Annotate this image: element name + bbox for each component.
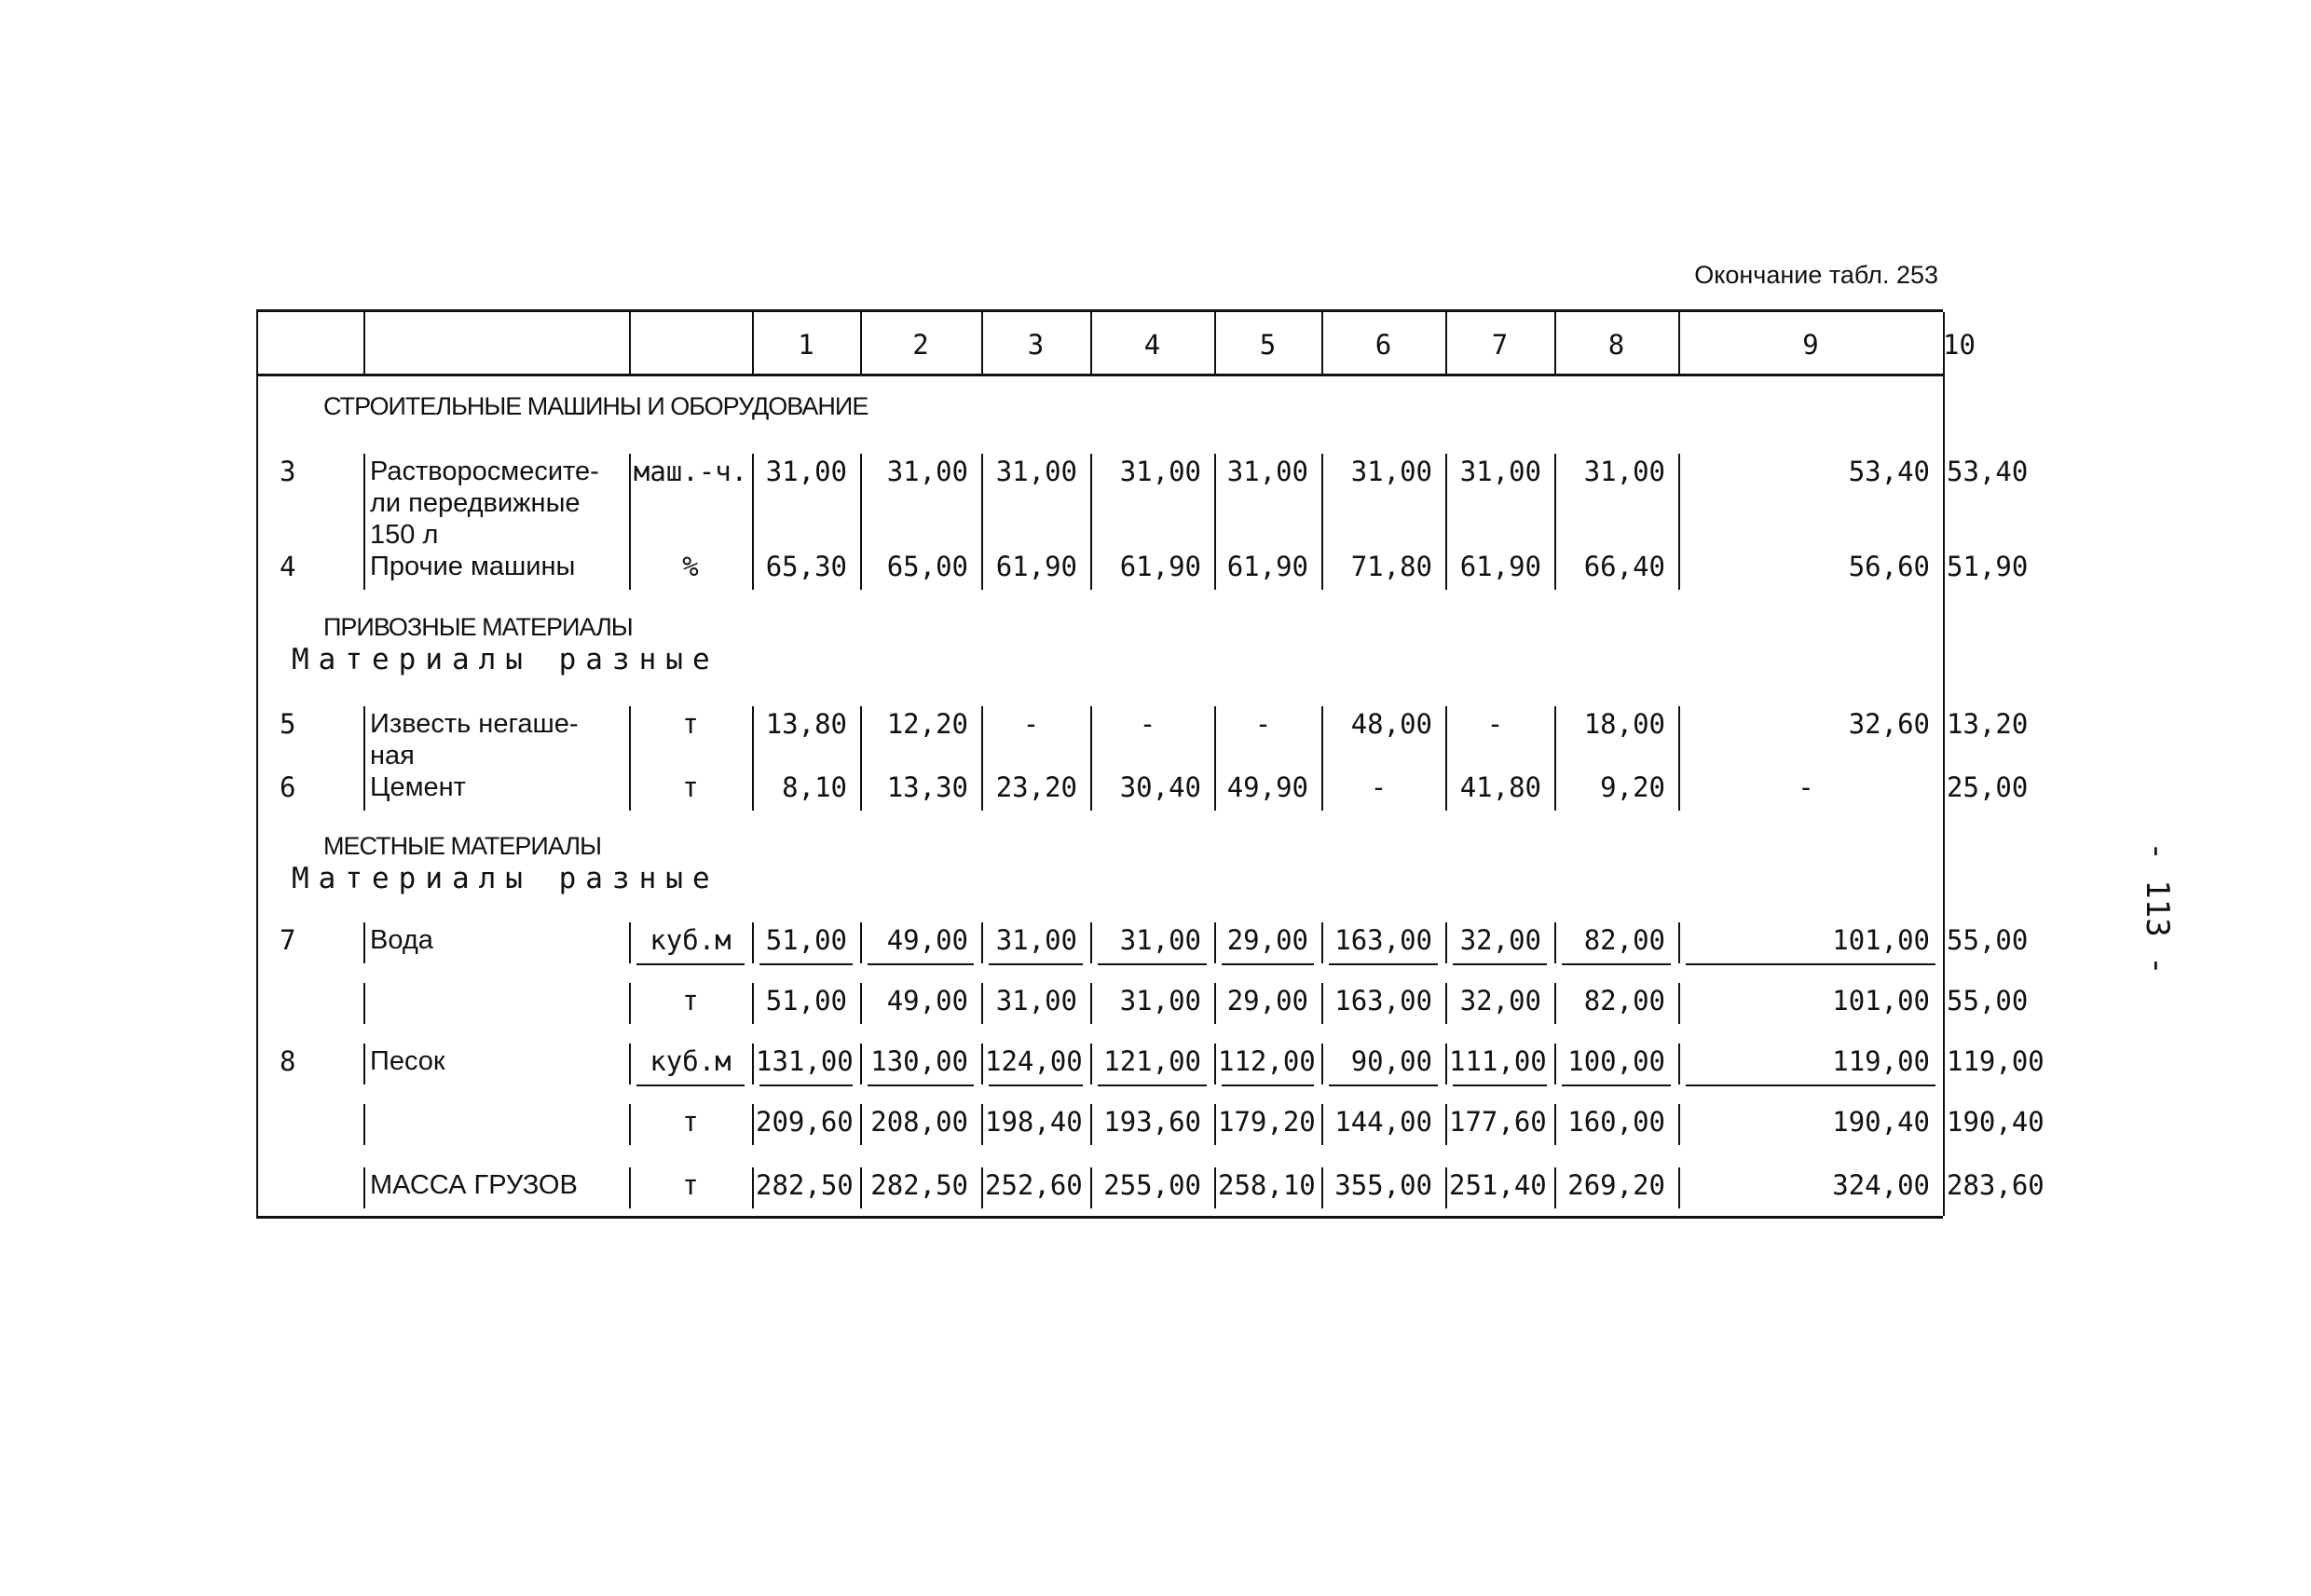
row-column-divider: [1678, 922, 1680, 963]
row-column-divider: [363, 1044, 365, 1084]
row-column-divider: [752, 1167, 754, 1208]
row-column-divider: [1321, 983, 1323, 1024]
row-column-divider: [752, 922, 754, 963]
table-border-left: [256, 312, 258, 1216]
row-number: 7: [280, 924, 296, 956]
row-column-divider: [1090, 770, 1092, 811]
header-column-divider: [1090, 312, 1092, 374]
row-column-divider: [860, 770, 862, 811]
row-name-line: Вода: [370, 925, 433, 955]
column-number-header: 4: [1143, 329, 1161, 361]
value-underline: [1686, 1084, 1935, 1086]
value-underline: [1329, 963, 1438, 965]
value-underline: [868, 1084, 974, 1086]
value-cell: 31,00: [1119, 456, 1201, 487]
value-cell: 55,00: [1947, 985, 2029, 1016]
section-imported: ПРИВОЗНЫЕ МАТЕРИАЛЫ: [323, 613, 633, 641]
column-number-header: 3: [1027, 329, 1045, 361]
row-column-divider: [363, 706, 365, 779]
value-cell: 61,90: [1119, 551, 1201, 582]
value-underline: [1453, 1084, 1547, 1086]
row-column-divider: [1445, 454, 1447, 558]
row-column-divider: [1445, 1044, 1447, 1084]
row-name-line: Цемент: [370, 772, 466, 802]
row-name-line: ная: [370, 741, 415, 771]
value-cell: 82,00: [1583, 985, 1665, 1016]
row-column-divider: [1090, 922, 1092, 963]
value-cell: 61,90: [1226, 551, 1308, 582]
row-column-divider: [363, 922, 365, 963]
value-cell: 13,80: [765, 708, 847, 740]
row-unit: т: [682, 771, 699, 803]
row-number: 3: [280, 456, 296, 487]
row-column-divider: [981, 454, 983, 558]
row-column-divider: [1090, 706, 1092, 779]
row-column-divider: [629, 770, 631, 811]
value-cell: 29,00: [1226, 924, 1308, 956]
row-column-divider: [1214, 454, 1216, 558]
row-unit: маш.-ч.: [633, 456, 748, 487]
value-cell: 31,00: [1459, 456, 1541, 487]
value-cell: 31,00: [765, 456, 847, 487]
value-cell: 29,00: [1226, 985, 1308, 1016]
value-cell: 51,90: [1947, 551, 2029, 582]
value-cell: 193,60: [1103, 1106, 1201, 1138]
value-cell: 31,00: [1583, 456, 1665, 487]
column-number-header: 10: [1943, 329, 1976, 361]
value-cell: 112,00: [1218, 1045, 1316, 1077]
row-column-divider: [860, 706, 862, 779]
row-column-divider: [629, 1167, 631, 1208]
row-column-divider: [1678, 706, 1680, 779]
row-column-divider: [1321, 770, 1323, 811]
unit-underline: [636, 1084, 745, 1086]
row-column-divider: [1445, 983, 1447, 1024]
row-column-divider: [1678, 1104, 1680, 1145]
value-cell: 56,60: [1848, 551, 1930, 582]
value-cell: 31,00: [1226, 456, 1308, 487]
data-table: [256, 309, 2044, 1219]
value-cell: 61,90: [995, 551, 1077, 582]
row-number: 6: [280, 771, 296, 803]
column-number-header: 2: [912, 329, 929, 361]
value-cell: -: [1254, 708, 1272, 740]
value-cell: 144,00: [1334, 1106, 1432, 1138]
row-number: 5: [280, 708, 296, 740]
row-name-line: Песок: [370, 1046, 445, 1076]
row-column-divider: [1321, 549, 1323, 590]
value-cell: 49,00: [886, 985, 968, 1016]
row-column-divider: [981, 983, 983, 1024]
header-column-divider: [1678, 312, 1680, 374]
row-unit: куб.м: [650, 1045, 732, 1077]
row-column-divider: [860, 922, 862, 963]
row-unit: %: [682, 551, 699, 582]
row-column-divider: [752, 983, 754, 1024]
column-number-header: 5: [1259, 329, 1277, 361]
row-column-divider: [1214, 549, 1216, 590]
row-column-divider: [1214, 983, 1216, 1024]
value-cell: 101,00: [1832, 985, 1930, 1016]
value-cell: 283,60: [1947, 1169, 2044, 1201]
value-underline: [989, 963, 1083, 965]
row-column-divider: [1554, 922, 1556, 963]
value-underline: [1562, 963, 1671, 965]
header-column-divider: [1321, 312, 1323, 374]
value-cell: 71,80: [1350, 551, 1432, 582]
unit-underline: [636, 963, 745, 965]
column-number-header: 7: [1491, 329, 1509, 361]
row-column-divider: [1090, 983, 1092, 1024]
row-name: [370, 771, 466, 803]
value-underline: [759, 1084, 853, 1086]
value-cell: -: [1370, 771, 1388, 803]
section-local: МЕСТНЫЕ МАТЕРИАЛЫ: [323, 832, 602, 860]
column-number-header: 9: [1802, 329, 1819, 361]
value-cell: 251,40: [1449, 1169, 1547, 1201]
value-cell: 23,20: [995, 771, 1077, 803]
value-underline: [1686, 963, 1935, 965]
header-column-divider: [752, 312, 754, 374]
row-column-divider: [629, 1044, 631, 1084]
value-cell: -: [1486, 708, 1504, 740]
value-cell: 255,00: [1103, 1169, 1201, 1201]
value-cell: 124,00: [985, 1045, 1083, 1077]
value-cell: 111,00: [1449, 1045, 1547, 1077]
row-column-divider: [752, 1044, 754, 1084]
row-column-divider: [1214, 770, 1216, 811]
row-column-divider: [860, 1167, 862, 1208]
row-name-line: Растворосмесите-: [370, 457, 599, 486]
value-cell: 258,10: [1218, 1169, 1316, 1201]
row-column-divider: [860, 1044, 862, 1084]
row-column-divider: [1554, 706, 1556, 779]
section-machines: СТРОИТЕЛЬНЫЕ МАШИНЫ И ОБОРУДОВАНИЕ: [323, 392, 868, 420]
row-name-line: 150 л: [370, 520, 439, 550]
value-cell: 355,00: [1334, 1169, 1432, 1201]
row-column-divider: [1321, 1044, 1323, 1084]
value-cell: 32,60: [1848, 708, 1930, 740]
row-column-divider: [629, 922, 631, 963]
header-column-divider: [1445, 312, 1447, 374]
row-column-divider: [981, 1104, 983, 1145]
table-border-right: [1943, 312, 1945, 1216]
value-cell: 177,60: [1449, 1106, 1547, 1138]
row-column-divider: [629, 549, 631, 590]
row-column-divider: [981, 706, 983, 779]
row-column-divider: [1090, 549, 1092, 590]
row-column-divider: [1321, 922, 1323, 963]
header-column-divider: [981, 312, 983, 374]
row-column-divider: [1321, 1167, 1323, 1208]
header-separator: [256, 374, 1943, 376]
value-underline: [759, 963, 853, 965]
value-cell: 48,00: [1350, 708, 1432, 740]
row-column-divider: [860, 454, 862, 558]
row-column-divider: [1445, 1167, 1447, 1208]
value-cell: 208,00: [870, 1106, 968, 1138]
row-column-divider: [1554, 983, 1556, 1024]
row-column-divider: [1214, 1104, 1216, 1145]
value-cell: 32,00: [1459, 924, 1541, 956]
value-cell: 269,20: [1567, 1169, 1665, 1201]
value-underline: [1098, 963, 1207, 965]
value-cell: 31,00: [1119, 985, 1201, 1016]
row-column-divider: [363, 454, 365, 558]
row-column-divider: [1554, 770, 1556, 811]
value-cell: 101,00: [1832, 924, 1930, 956]
row-number: 8: [280, 1045, 296, 1077]
value-cell: 282,50: [870, 1169, 968, 1201]
row-name-line: ли передвижные: [370, 488, 581, 518]
value-cell: 82,00: [1583, 924, 1665, 956]
header-column-divider: [629, 312, 631, 374]
row-column-divider: [1090, 1044, 1092, 1084]
row-name: [370, 708, 579, 771]
value-cell: -: [1798, 771, 1814, 803]
row-column-divider: [1214, 1044, 1216, 1084]
row-name-line: МАССА ГРУЗОВ: [370, 1170, 578, 1200]
value-cell: 30,40: [1119, 771, 1201, 803]
row-column-divider: [981, 549, 983, 590]
row-column-divider: [1554, 549, 1556, 590]
row-column-divider: [629, 1104, 631, 1145]
value-cell: 51,00: [765, 985, 847, 1016]
header-column-divider: [860, 312, 862, 374]
row-unit: т: [682, 708, 699, 740]
row-unit: т: [682, 1106, 699, 1138]
row-column-divider: [1678, 454, 1680, 558]
page-number-text: - 113 -: [2139, 841, 2176, 975]
row-column-divider: [363, 1104, 365, 1145]
header-column-divider: [1214, 312, 1216, 374]
value-cell: 163,00: [1334, 924, 1432, 956]
row-name: [370, 924, 433, 956]
row-column-divider: [363, 1167, 365, 1208]
row-column-divider: [1090, 1104, 1092, 1145]
row-column-divider: [860, 549, 862, 590]
row-column-divider: [1321, 706, 1323, 779]
row-column-divider: [1678, 549, 1680, 590]
value-cell: 51,00: [765, 924, 847, 956]
value-cell: 53,40: [1848, 456, 1930, 487]
row-column-divider: [1214, 706, 1216, 779]
row-column-divider: [1445, 549, 1447, 590]
row-column-divider: [1321, 1104, 1323, 1145]
row-column-divider: [752, 1104, 754, 1145]
value-cell: 198,40: [985, 1106, 1083, 1138]
value-cell: 190,40: [1947, 1106, 2044, 1138]
value-cell: 9,20: [1600, 771, 1665, 803]
row-column-divider: [860, 983, 862, 1024]
row-column-divider: [1554, 454, 1556, 558]
row-number: 4: [280, 551, 296, 582]
value-cell: 31,00: [886, 456, 968, 487]
value-cell: 252,60: [985, 1169, 1083, 1201]
value-underline: [1222, 1084, 1314, 1086]
row-unit: куб.м: [650, 924, 732, 956]
row-column-divider: [363, 549, 365, 590]
value-cell: 31,00: [995, 924, 1077, 956]
row-column-divider: [1678, 1167, 1680, 1208]
row-column-divider: [752, 706, 754, 779]
row-column-divider: [1678, 1044, 1680, 1084]
row-unit: т: [682, 1169, 699, 1201]
value-cell: 31,00: [1119, 924, 1201, 956]
value-cell: 130,00: [870, 1045, 968, 1077]
value-cell: 163,00: [1334, 985, 1432, 1016]
value-cell: 100,00: [1567, 1045, 1665, 1077]
value-cell: 209,60: [756, 1106, 854, 1138]
header-column-divider: [1554, 312, 1556, 374]
value-cell: 190,40: [1832, 1106, 1930, 1138]
value-cell: 31,00: [995, 456, 1077, 487]
value-cell: 13,30: [886, 771, 968, 803]
row-unit: т: [682, 985, 699, 1016]
row-column-divider: [981, 1167, 983, 1208]
row-column-divider: [1554, 1167, 1556, 1208]
column-number-header: 6: [1374, 329, 1392, 361]
row-name-line: Известь негаше-: [370, 709, 579, 739]
value-cell: 179,20: [1218, 1106, 1316, 1138]
page-number: [2115, 811, 2199, 975]
row-column-divider: [1321, 454, 1323, 558]
value-underline: [1562, 1084, 1671, 1086]
value-cell: -: [1022, 708, 1040, 740]
row-column-divider: [1678, 770, 1680, 811]
column-number-header: 1: [798, 329, 814, 361]
row-column-divider: [752, 549, 754, 590]
value-cell: 160,00: [1567, 1106, 1665, 1138]
value-cell: 53,40: [1947, 456, 2029, 487]
row-column-divider: [1554, 1044, 1556, 1084]
value-underline: [1453, 963, 1547, 965]
value-cell: 119,00: [1947, 1045, 2044, 1077]
header-column-divider: [363, 312, 365, 374]
row-column-divider: [1678, 983, 1680, 1024]
value-underline: [989, 1084, 1083, 1086]
row-name-line: Прочие машины: [370, 552, 576, 581]
row-column-divider: [1090, 1167, 1092, 1208]
row-column-divider: [1445, 922, 1447, 963]
subsection-imported: Материалы разные: [292, 643, 719, 676]
column-number-header: 8: [1607, 329, 1625, 361]
row-column-divider: [981, 770, 983, 811]
subsection-local: Материалы разные: [292, 862, 719, 895]
row-column-divider: [1214, 922, 1216, 963]
value-cell: 90,00: [1350, 1045, 1432, 1077]
value-cell: 49,90: [1226, 771, 1308, 803]
value-cell: 12,20: [886, 708, 968, 740]
value-cell: 131,00: [756, 1045, 854, 1077]
value-cell: 55,00: [1947, 924, 2029, 956]
row-name: [370, 1045, 445, 1077]
value-underline: [868, 963, 974, 965]
row-column-divider: [363, 770, 365, 811]
row-column-divider: [629, 983, 631, 1024]
value-underline: [1098, 1084, 1207, 1086]
value-cell: 13,20: [1947, 708, 2029, 740]
value-cell: 282,50: [756, 1169, 854, 1201]
row-column-divider: [1445, 770, 1447, 811]
value-cell: 32,00: [1459, 985, 1541, 1016]
row-column-divider: [1214, 1167, 1216, 1208]
row-column-divider: [1090, 454, 1092, 558]
row-column-divider: [752, 770, 754, 811]
row-column-divider: [629, 706, 631, 779]
value-cell: 65,30: [765, 551, 847, 582]
value-cell: 65,00: [886, 551, 968, 582]
value-cell: 119,00: [1832, 1045, 1930, 1077]
value-cell: 324,00: [1832, 1169, 1930, 1201]
value-cell: 25,00: [1947, 771, 2029, 803]
row-column-divider: [981, 922, 983, 963]
value-cell: -: [1139, 708, 1156, 740]
value-cell: 31,00: [995, 985, 1077, 1016]
row-column-divider: [860, 1104, 862, 1145]
value-cell: 8,10: [782, 771, 847, 803]
row-column-divider: [1445, 706, 1447, 779]
value-underline: [1222, 963, 1314, 965]
value-cell: 49,00: [886, 924, 968, 956]
row-column-divider: [363, 983, 365, 1024]
value-cell: 121,00: [1103, 1045, 1201, 1077]
value-cell: 18,00: [1583, 708, 1665, 740]
row-column-divider: [629, 454, 631, 558]
row-column-divider: [1554, 1104, 1556, 1145]
value-cell: 66,40: [1583, 551, 1665, 582]
row-column-divider: [981, 1044, 983, 1084]
row-column-divider: [752, 454, 754, 558]
value-cell: 31,00: [1350, 456, 1432, 487]
value-cell: 41,80: [1459, 771, 1541, 803]
row-name: [370, 456, 599, 551]
row-name: [370, 551, 575, 582]
value-underline: [1329, 1084, 1438, 1086]
row-column-divider: [1445, 1104, 1447, 1145]
table-caption: Окончание табл. 253: [1694, 261, 1938, 289]
row-name: [370, 1169, 578, 1201]
value-cell: 61,90: [1459, 551, 1541, 582]
